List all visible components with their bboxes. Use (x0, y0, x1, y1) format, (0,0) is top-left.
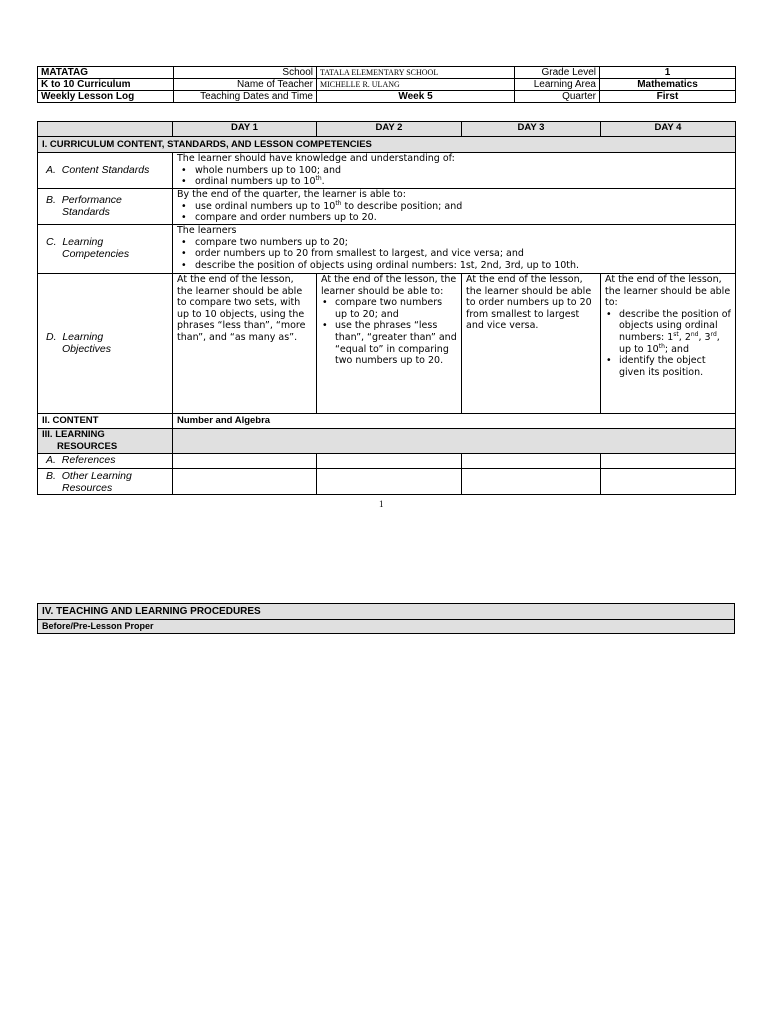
day-2-header: DAY 2 (317, 122, 462, 137)
performance-standards-item: • use ordinal numbers up to 10th to describe position; and (177, 201, 731, 213)
header-table (37, 66, 736, 103)
day-4-header: DAY 4 (601, 122, 736, 137)
header-left-line-2: K to 10 Curriculum (38, 79, 174, 91)
school-value: TATALA ELEMENTARY SCHOOL (317, 67, 515, 79)
teacher-label: Name of Teacher (174, 79, 317, 91)
day-4-objectives: At the end of the lesson, the learner should be able to: • describe the position of objects using ordinal numbers: 1st, 2nd, 3rd, up to 10th; and • identify the object given its position. (601, 274, 736, 414)
references-day-1 (173, 454, 317, 469)
pre-lesson-heading: Before/Pre-Lesson Proper (38, 620, 735, 634)
content-value: Number and Algebra (173, 414, 736, 429)
day-1-header: DAY 1 (173, 122, 317, 137)
performance-standards-text: By the end of the quarter, the learner is able to: • use ordinal numbers up to 10th to describe position; and • compare and order numbers up to 20. (173, 189, 736, 225)
content-standards-text: The learner should have knowledge and understanding of: • whole numbers up to 100; and • ordinal numbers up to 10th. (173, 153, 736, 189)
references-day-3 (462, 454, 601, 469)
procedures-heading: IV. TEACHING AND LEARNING PROCEDURES (38, 604, 735, 620)
quarter-value: First (600, 91, 736, 103)
learning-resources-cell (173, 429, 736, 454)
performance-standards-label: B. Performance Standards (38, 189, 173, 225)
teaching-dates-label: Teaching Dates and Time (174, 91, 317, 103)
section-1-heading: I. CURRICULUM CONTENT, STANDARDS, AND LESSON COMPETENCIES (38, 137, 736, 153)
learning-area-label: Learning Area (515, 79, 600, 91)
learning-competency-item: • order numbers up to 20 from smallest to largest, and vice versa; and (177, 248, 731, 260)
learning-area-value: Mathematics (600, 79, 736, 91)
day-3-header: DAY 3 (462, 122, 601, 137)
references-day-4 (601, 454, 736, 469)
day-2-objective-item: • use the phrases “less than”, “greater than” and “equal to” in comparing two numbers up to 20. (321, 320, 457, 366)
content-standards-item: • whole numbers up to 100; and (177, 165, 731, 177)
performance-standards-item: • compare and order numbers up to 20. (177, 212, 731, 224)
day-3-objectives: At the end of the lesson, the learner should be able to order numbers up to 20 from smallest to largest and vice versa. (462, 274, 601, 414)
other-resources-day-4 (601, 469, 736, 495)
header-left-line-3: Weekly Lesson Log (38, 91, 174, 103)
other-resources-label: B. Other Learning Resources (38, 469, 173, 495)
other-resources-day-3 (462, 469, 601, 495)
learning-resources-label: III. LEARNING RESOURCES (38, 429, 173, 454)
learning-competency-item: • compare two numbers up to 20; (177, 237, 731, 249)
day-4-objective-item: • identify the object given its position. (605, 355, 731, 378)
day-2-objective-item: • compare two numbers up to 20; and (321, 297, 457, 320)
day-1-objectives: At the end of the lesson, the learner should be able to compare two sets, with up to 10 objects, using the phrases “less than”, “more than”, and “as many as”. (173, 274, 317, 414)
references-label: A. References (38, 454, 173, 469)
content-standards-label: A. Content Standards (38, 153, 173, 189)
learning-competencies-text: The learners • compare two numbers up to 20; • order numbers up to 20 from smallest to largest, and vice versa; and • describe the position of objects using ordinal numbers: 1st, 2nd, 3rd, up to 10th. (173, 225, 736, 274)
other-resources-day-1 (173, 469, 317, 495)
page-number: 1 (379, 499, 384, 509)
content-standards-item: • ordinal numbers up to 10th. (177, 176, 731, 188)
corner-cell (38, 122, 173, 137)
grade-level-label: Grade Level (515, 67, 600, 79)
content-label: II. CONTENT (38, 414, 173, 429)
references-day-2 (317, 454, 462, 469)
school-label: School (174, 67, 317, 79)
header-left-line-1: MATATAG (38, 67, 174, 79)
day-4-objective-item: • describe the position of objects using ordinal numbers: 1st, 2nd, 3rd, up to 10th; and (605, 309, 731, 355)
other-resources-day-2 (317, 469, 462, 495)
day-2-objectives: At the end of the lesson, the learner should be able to: • compare two numbers up to 20; and • use the phrases “less than”, “greater than” and “equal to” in comparing two numbers up to 20. (317, 274, 462, 414)
learning-competencies-label: C. Learning Competencies (38, 225, 173, 274)
lesson-log-table (37, 121, 736, 495)
grade-level-value: 1 (600, 67, 736, 79)
teacher-value: MICHELLE R. ULANG (317, 79, 515, 91)
procedures-table (37, 603, 735, 634)
learning-competency-item: • describe the position of objects using ordinal numbers: 1st, 2nd, 3rd, up to 10th. (177, 260, 731, 272)
quarter-label: Quarter (515, 91, 600, 103)
teaching-dates-value: Week 5 (317, 91, 515, 103)
learning-objectives-label: D. Learning Objectives (38, 274, 173, 414)
